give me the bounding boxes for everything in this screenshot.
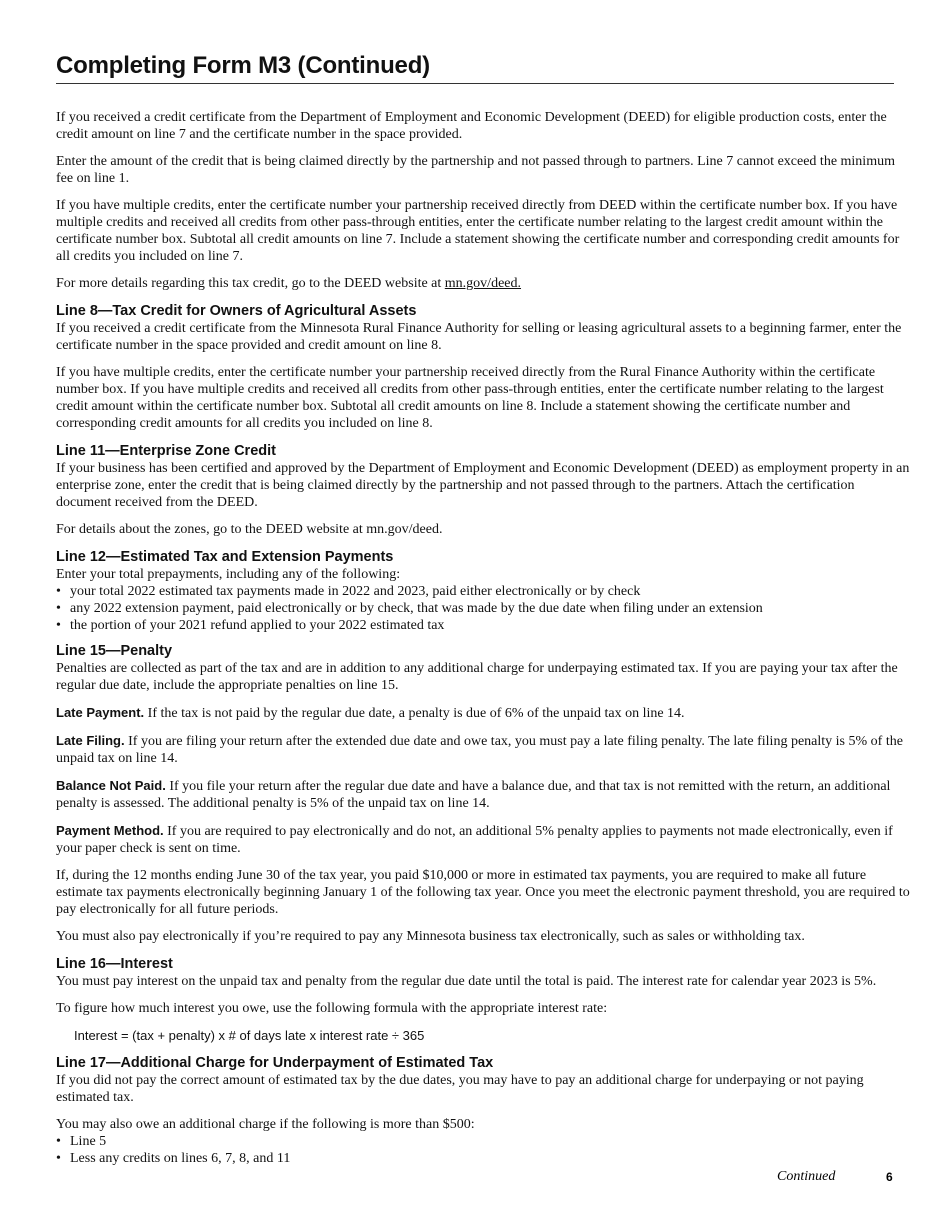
payment-method-paragraph: Payment Method. If you are required to pay electronically and do not, an additional 5% penalty applies to payments not made electronically, even if your paper check is sent on time. (56, 823, 893, 856)
line16-heading: Line 16—Interest (56, 956, 173, 972)
late-filing-label: Late Filing. (56, 733, 125, 748)
line12-heading: Line 12—Estimated Tax and Extension Payments (56, 549, 394, 565)
line11-paragraph-1: If your business has been certified and approved by the Department of Employment and Economic Development (DEED) as employment property in an enterprise zone, enter the credit that is being claimed directly by the partnership and not passed through to the partners. Attach the certification document received from the DEED. (56, 461, 910, 510)
list-item: • any 2022 extension payment, paid electronically or by check, that was made by the due date when filing under an extension (56, 601, 763, 616)
deed-text: For more details regarding this tax credit, go to the DEED website at (56, 276, 445, 291)
page-number: 6 (886, 1170, 893, 1184)
line8-paragraph-1: If you received a credit certificate from the Minnesota Rural Finance Authority for selling or leasing agricultural assets to a beginning farmer, enter the certificate number in the space provided and credit amount on line 8. (56, 321, 902, 353)
balance-not-paid-paragraph: Balance Not Paid. If you file your return after the regular due date and have a balance due, and that tax is not remitted with the return, an additional penalty is assessed. The additional penalty is 5% of the unpaid tax on line 14. (56, 778, 891, 811)
list-item: • your total 2022 estimated tax payments made in 2022 and 2023, paid either electronically or by check (56, 584, 641, 599)
payment-method-label: Payment Method. (56, 823, 164, 838)
page-content (56, 109, 910, 1175)
deed-link[interactable]: mn.gov/deed. (444, 276, 522, 291)
late-payment-paragraph: Late Payment. If the tax is not paid by the regular due date, a penalty is due of 6% of the unpaid tax on line 14. (56, 705, 685, 721)
line12-bullet-list (56, 583, 910, 634)
intro-paragraph-2: Enter the amount of the credit that is being claimed directly by the partnership and not passed through to partners. Line 7 cannot exceed the minimum fee on line 1. (56, 154, 895, 186)
line11-heading: Line 11—Enterprise Zone Credit (56, 443, 276, 459)
page-title: Completing Form M3 (Continued) (56, 52, 430, 79)
line12-paragraph-1: Enter your total prepayments, including any of the following: (56, 567, 401, 582)
line15-paragraph-3: You must also pay electronically if you’re required to pay any Minnesota business tax electronically, such as sales or withholding tax. (56, 929, 805, 944)
list-item: • Line 5 (56, 1134, 107, 1149)
line15-heading: Line 15—Penalty (56, 643, 173, 659)
continued-label: Continued (777, 1169, 836, 1184)
line17-paragraph-2: You may also owe an additional charge if the following is more than $500: (56, 1117, 475, 1132)
line8-heading: Line 8—Tax Credit for Owners of Agricultural Assets (56, 303, 417, 319)
balance-not-paid-label: Balance Not Paid. (56, 778, 166, 793)
line8-paragraph-2: If you have multiple credits, enter the certificate number your partnership received directly from the Rural Finance Authority within the certificate number box. If you have multiple credits and received all credits from other pass-through entities, enter the certificate number relating to the largest credit amount within the certificate number box. Subtotal all credit amounts on line 8. Include a statement showing the certificate number and corresponding credit amounts for all credits you included on line 8. (56, 365, 884, 431)
late-payment-label: Late Payment. (56, 705, 145, 720)
line17-bullet-list (56, 1133, 910, 1167)
interest-formula: Interest = (tax + penalty) x # of days late x interest rate ÷ 365 (74, 1028, 425, 1043)
line15-paragraph-1: Penalties are collected as part of the tax and are in addition to any additional charge for underpaying estimated tax. If you are paying your tax after the regular due date, include the appropriate penalties on line 15. (56, 661, 898, 693)
intro-paragraph-3: If you have multiple credits, enter the certificate number your partnership received directly from DEED within the certificate number box. If you have multiple credits and received all credits from other pass-through entities, enter the certificate number relating to the largest credit amount within the certificate number box. Subtotal all credit amounts on line 7. Include a statement showing the certificate number and corresponding credit amounts for all credits you included on line 7. (56, 198, 900, 264)
title-divider (56, 83, 894, 84)
intro-paragraph-4 (56, 275, 910, 292)
intro-paragraph-1: If you received a credit certificate from the Department of Employment and Economic Development (DEED) for eligible production costs, enter the credit amount on line 7 and the certificate number in the space provided. (56, 110, 887, 142)
line17-paragraph-1: If you did not pay the correct amount of estimated tax by the due dates, you may have to pay an additional charge for underpaying or not paying estimated tax. (56, 1073, 864, 1105)
list-item: • the portion of your 2021 refund applied to your 2022 estimated tax (56, 618, 445, 633)
list-item: • Less any credits on lines 6, 7, 8, and 11 (56, 1151, 291, 1166)
line11-paragraph-2: For details about the zones, go to the DEED website at mn.gov/deed. (56, 522, 443, 537)
line16-paragraph-2: To figure how much interest you owe, use the following formula with the appropriate interest rate: (56, 1001, 608, 1016)
line15-paragraph-2: If, during the 12 months ending June 30 of the tax year, you paid $10,000 or more in estimated tax payments, you are required to make all future estimate tax payments electronically beginning January 1 of the following tax year. Once you meet the electronic payment threshold, you are required to pay electronically for all future periods. (56, 868, 910, 917)
late-filing-paragraph: Late Filing. If you are filing your return after the extended due date and owe tax, you must pay a late filing penalty. The late filing penalty is 5% of the unpaid tax on line 14. (56, 733, 903, 766)
line16-paragraph-1: You must pay interest on the unpaid tax and penalty from the regular due date until the total is paid. The interest rate for calendar year 2023 is 5%. (56, 974, 877, 989)
line17-heading: Line 17—Additional Charge for Underpayment of Estimated Tax (56, 1055, 494, 1071)
